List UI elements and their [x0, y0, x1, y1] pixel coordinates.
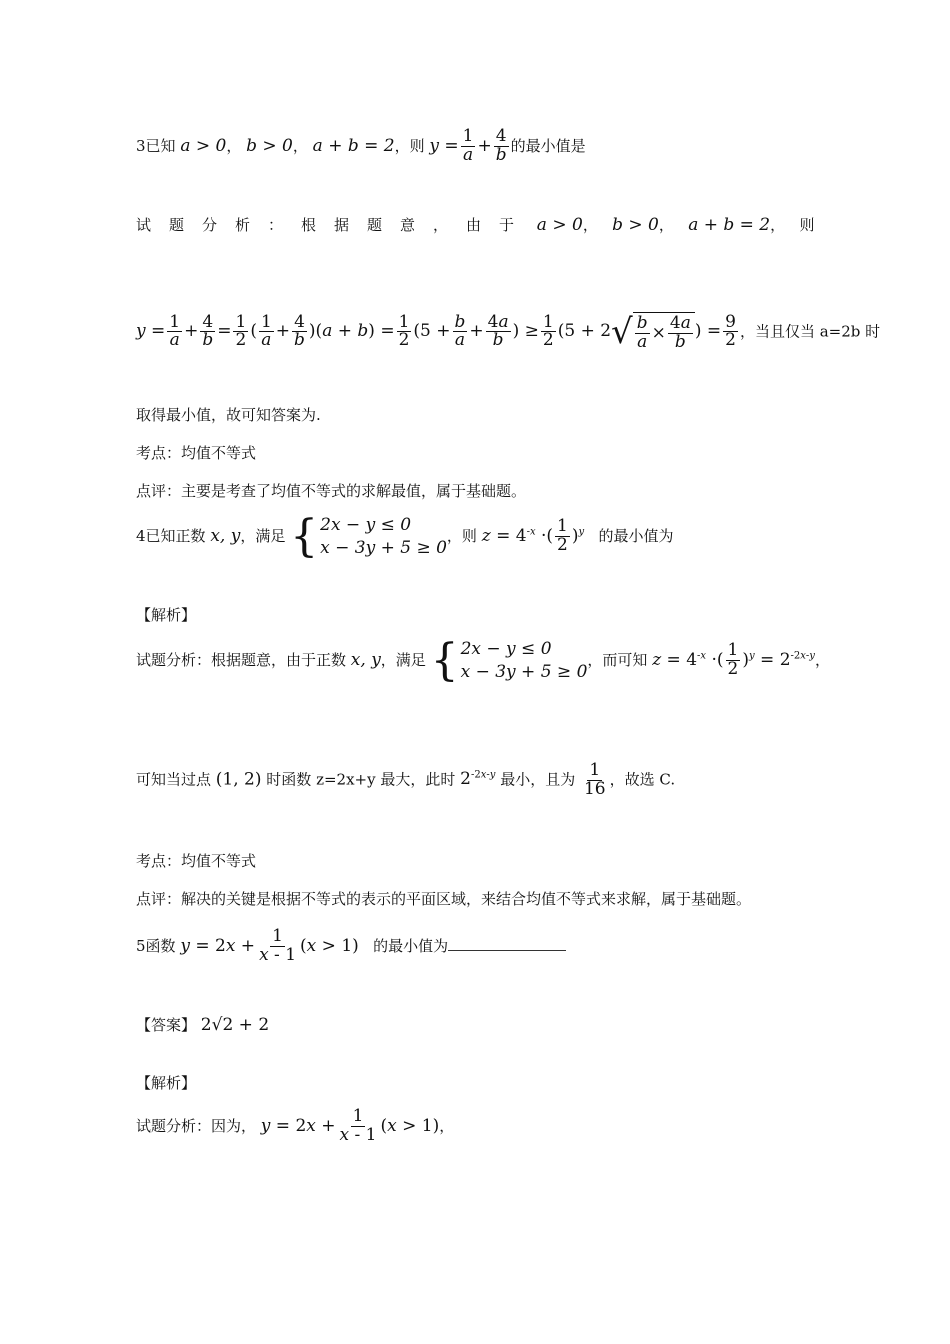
analysis-4-line1: 试题分析：根据题意，由于正数 x, y，满足 { 2x − y ≤ 0 x − 3y + 5 ≥ 0 ，而可知 $z = 4^{-x}$ ·( $\frac{1}{2}$ )$^y = 2^{-2x-y}$，: [136, 634, 830, 686]
a4-formula: $z = 4^{-x}$ ·( $\frac{1}{2}$ )$^y = 2^{-2x-y}$: [652, 640, 815, 679]
q4-then: ，则: [446, 526, 477, 545]
a3-cond-a: a > 0: [536, 215, 583, 235]
a4-min-expr: $2^{-2x-y}$: [460, 769, 496, 790]
a3-derivation-formula: y = $\frac{1}{a}$ + $\frac{4}{b}$ = $\frac{1}{2}$ ( $\frac{1}{a}$ + $\frac{4}{b}$ )(a + b) = $\frac{1}{2}$ (5 + $\frac{b}{a}$ + $\frac{4a}{b}$ ) ≥ $\frac{1}{2}$ (5 + 2 √ $\frac{b}{a}$ × $\frac{4a}{b}$ ) = $\frac{9}{2}$: [136, 311, 736, 352]
q3-cond-a: a > 0: [180, 135, 227, 156]
a4-system: { 2x − y ≤ 0 x − 3y + 5 ≥ 0: [430, 634, 588, 686]
q5-analysis-end: ，: [439, 1116, 455, 1135]
q4-vars: x, y: [210, 525, 241, 546]
question-4: [136, 510, 674, 562]
q4-system: { 2x − y ≤ 0 x − 3y + 5 ≥ 0: [290, 510, 447, 562]
analysis-4-kaodian: 考点：均值不等式: [136, 852, 257, 870]
q5-analysis-line: [136, 1108, 454, 1145]
a4-ineq-1: 2x − y ≤ 0: [460, 639, 552, 659]
q4-formula: $z = 4^{-x}$ ·( $\frac{1}{2}$ )$^y$: [481, 516, 585, 555]
q5-answer: 2√2 + 2: [200, 1015, 270, 1035]
a3-cond-b: b > 0: [612, 215, 659, 235]
a4-answer-fraction: [582, 762, 608, 799]
analysis-3-then: 则: [799, 216, 815, 234]
a4-ineq-2: x − 3y + 5 ≥ 0: [460, 661, 588, 682]
question-5: [136, 928, 566, 965]
q5-answer-blank: [448, 936, 566, 951]
q4-satisfy: ，满足: [240, 526, 286, 545]
q3-formula: y = $\frac{1}{a}$ + $\frac{4}{b}$: [429, 126, 507, 165]
analysis-4-line2-mid: 时函数 z=2x+y 最大，此时: [266, 770, 456, 789]
analysis-3-equality-note: ，当且仅当 a=2b 时: [739, 322, 881, 341]
q5-answer-label: 【答案】: [136, 1016, 197, 1034]
analysis-4-header: 【解析】: [136, 606, 197, 624]
q4-ineq-1: 2x − y ≤ 0: [320, 515, 412, 535]
analysis-3-label: 试题分析：根据题意，由于: [136, 216, 533, 234]
analysis-4-line2-pre: 可知当过点: [136, 770, 212, 789]
q5-answer-line: [136, 1014, 269, 1035]
q3-cond-b: b > 0: [246, 135, 293, 156]
a4-vars: x, y: [350, 649, 381, 670]
a4-answer-den: 16: [583, 778, 606, 799]
q4-ineq-2: x − 3y + 5 ≥ 0: [320, 537, 447, 558]
analysis-4-label: 试题分析：根据题意，由于正数: [136, 650, 347, 669]
analysis-3-line1: 试题分析：根据题意，由于 a > 0， b > 0， a + b = 2， 则: [136, 215, 815, 235]
q5-suffix: 的最小值为: [373, 936, 449, 955]
analysis-3-kaodian: 考点：均值不等式: [136, 444, 257, 462]
q4-suffix: 的最小值为: [598, 526, 674, 545]
analysis-4-pingyu: 点评：解决的关键是根据不等式的表示的平面区域，来结合均值不等式来求解，属于基础题。: [136, 890, 752, 908]
analysis-3-pingyu: 点评：主要是考查了均值不等式的求解最值，属于基础题。: [136, 482, 527, 500]
analysis-4-line2-end: ，故选 C.: [609, 770, 676, 789]
analysis-3-derivation: [136, 312, 880, 352]
q5-formula: y = 2x + $\frac{1}{x - 1}$ (x > 1): [180, 926, 359, 965]
analysis-4-known: ，而可知: [587, 650, 648, 669]
q5-analysis-formula: y = 2x + $\frac{1}{x - 1}$ (x > 1): [260, 1106, 440, 1145]
analysis-4-line2: [136, 762, 675, 799]
q3-cond-sum: a + b = 2: [312, 135, 395, 156]
analysis-4-line2-min: 最小，且为: [500, 770, 576, 789]
a3-cond-sum: a + b = 2: [688, 215, 771, 235]
a4-point: (1, 2): [215, 769, 262, 790]
q5-prefix: 5函数: [136, 936, 176, 955]
analysis-3-line2: 取得最小值，故可知答案为.: [136, 406, 321, 424]
q3-then: ，则: [394, 136, 425, 155]
a4-answer-num: 1: [589, 760, 601, 780]
q5-analysis-label: 试题分析：因为，: [136, 1116, 257, 1135]
question-3: 3已知 a > 0， b > 0， a + b = 2，则 y = $\frac{1}{a}$ + $\frac{4}{b}$ 的最小值是: [136, 126, 586, 165]
q5-analysis-header: 【解析】: [136, 1074, 197, 1092]
analysis-4-satisfy: ，满足: [380, 650, 426, 669]
q3-prefix: 3已知: [136, 136, 176, 155]
q3-suffix: 的最小值是: [510, 136, 586, 155]
q4-prefix: 4已知正数: [136, 526, 206, 545]
